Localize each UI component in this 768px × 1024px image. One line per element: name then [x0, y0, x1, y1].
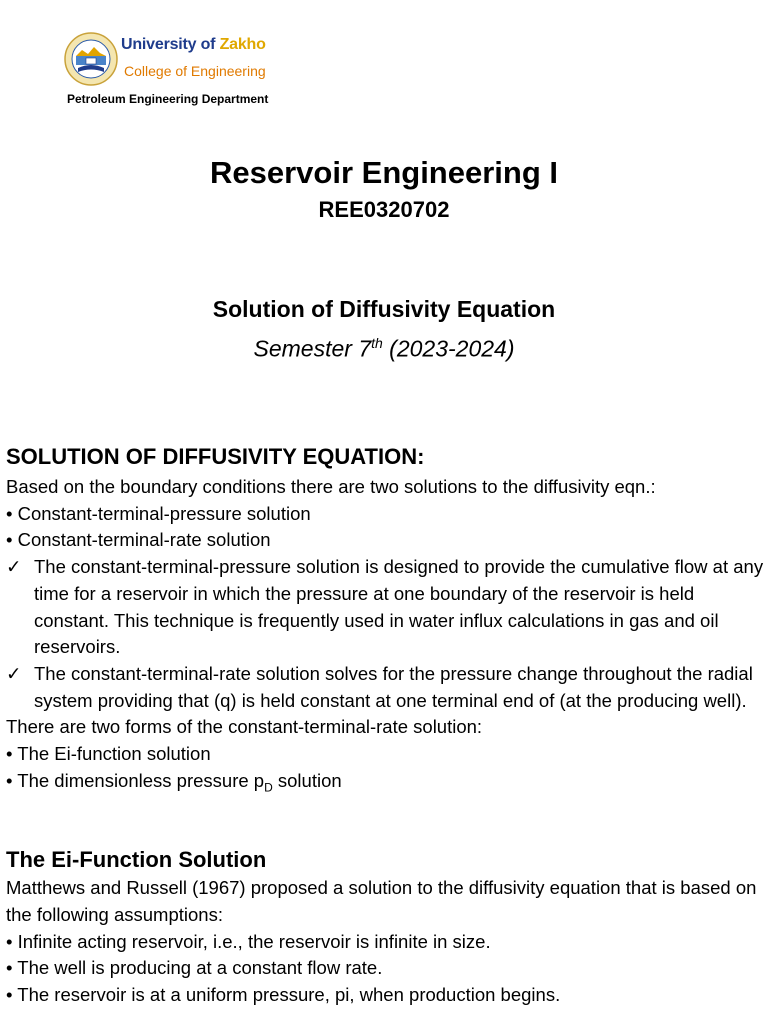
section-heading-ei-function: The Ei-Function Solution: [6, 847, 267, 873]
list-item: • The reservoir is at a uniform pressure, pi, when production begins.: [6, 983, 561, 1005]
course-code: REE0320702: [318, 197, 450, 222]
document-title: Reservoir Engineering I: [210, 155, 558, 190]
check-item-text: The constant-terminal-pressure solution is designed to provide the cumulative flow at any time for a reservoir in which the pressure at one boundary of the reservoir is held constant. This technique is frequently used in water influx calculations in gas and oil reservoirs.: [34, 556, 764, 658]
list-item: • Constant-terminal-rate solution: [6, 529, 271, 551]
section-intro: Matthews and Russell (1967) proposed a solution to the diffusivity equation that is based on the following assumptions:: [6, 877, 757, 925]
list-item: • The well is producing at a constant flow rate.: [6, 957, 383, 979]
check-item: [6, 554, 764, 661]
department-name: Petroleum Engineering Department: [67, 92, 269, 106]
list-item: • The Ei-function solution: [6, 743, 211, 765]
semester-label: Semester 7th (2023-2024): [253, 335, 515, 362]
list-item: • The dimensionless pressure $p_D$ solution: [6, 769, 342, 795]
college-name: College of Engineering: [124, 63, 266, 79]
document-body: [6, 442, 764, 1009]
checkmark-icon: ✓: [6, 556, 22, 578]
list-item: • Infinite acting reservoir, i.e., the reservoir is infinite in size.: [6, 930, 491, 952]
university-seal-icon: [64, 32, 118, 86]
forms-intro: There are two forms of the constant-terminal-rate solution:: [6, 716, 483, 738]
check-item: [6, 661, 764, 714]
university-name: University of Zakho: [121, 36, 266, 53]
document-subtitle: Solution of Diffusivity Equation: [212, 296, 556, 322]
checkmark-icon: ✓: [6, 662, 22, 684]
section-intro: Based on the boundary conditions there are two solutions to the diffusivity eqn.:: [6, 476, 656, 497]
letterhead: [64, 30, 304, 110]
section-heading-diffusivity: SOLUTION OF DIFFUSIVITY EQUATION:: [6, 444, 425, 469]
list-item: • Constant-terminal-pressure solution: [6, 502, 311, 524]
check-item-text: The constant-terminal-rate solution solves for the pressure change throughout the radial system providing that (q) is held constant at one terminal end of (at the producing well).: [34, 662, 753, 711]
